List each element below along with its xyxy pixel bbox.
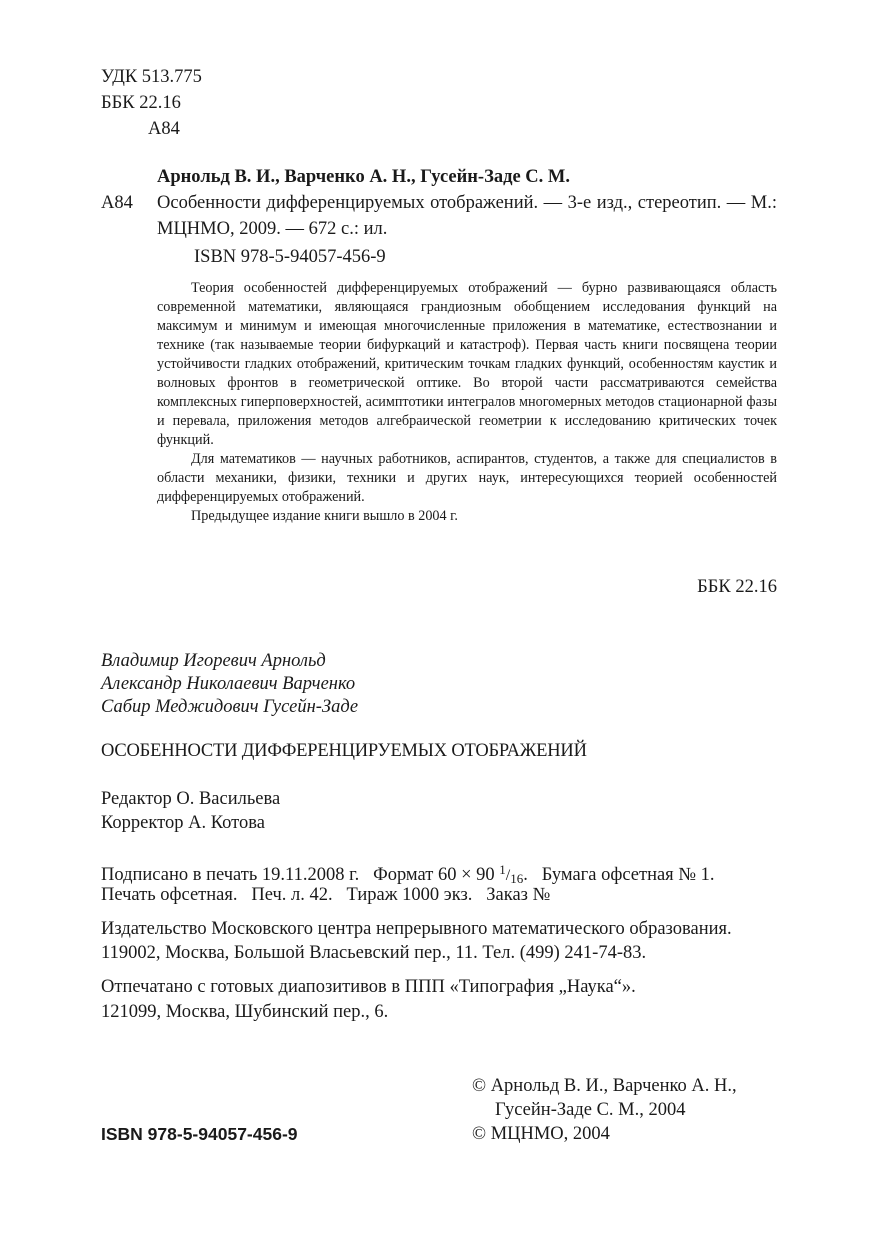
isbn-bottom: ISBN 978-5-94057-456-9 [101,1124,298,1144]
corrector: Корректор А. Котова [101,813,265,833]
publisher-line-2: 119002, Москва, Большой Власьевский пер., 11. Тел. (499) 241-74-83. [101,943,647,963]
author-name: Сабир Меджидович Гусейн-Заде [101,697,359,717]
print-signed-prefix: Подписано в печать 19.11.2008 г. Формат 60 × 90 [101,865,500,885]
editor: Редактор О. Васильева [101,789,281,809]
bbk-right: ББК 22.16 [697,577,777,597]
catalog-isbn: ISBN 978-5-94057-456-9 [194,247,386,267]
annotation-paragraph: Предыдущее издание книги вышло в 2004 г. [191,508,458,524]
annotation-paragraph: Теория особенностей дифференцируемых отображений — бурно развивающаяся область современной математики, являющаяся грандиозным обобщением исследования функций на максимум и минимум и имеющая многочисленные приложения в математике, естествознании и технике (так называемые теории бифуркаций и катастроф). Первая часть книги посвящена теории устойчивости гладких отображений, критическим точкам гладких функций, особенностям каустик и волновых фронтов в геометрической оптике. Во второй части рассматриваются семейства комплексных гиперповерхностей, асимптотики интегралов многомерных методов стационарной фазы и перевала, приложения методов алгебраической геометрии к исследованию критических точек функций. [157,280,777,448]
print-line-2: Печать офсетная. Печ. л. 42. Тираж 1000 экз. Заказ № [101,885,551,905]
catalog-description: Особенности дифференцируемых отображений. — 3-е изд., стереотип. — М.: МЦНМО, 2009. — 672 с.: ил. [157,193,777,239]
copyright-line-2: Гусейн-Заде С. М., 2004 [495,1100,686,1120]
book-title: ОСОБЕННОСТИ ДИФФЕРЕНЦИРУЕМЫХ ОТОБРАЖЕНИЙ [101,741,587,761]
udk-code: УДК 513.775 [101,67,202,87]
copyright-icon: © [472,1076,487,1096]
author-name: Владимир Игоревич Арнольд [101,651,326,671]
author-name: Александр Николаевич Варченко [101,674,356,694]
copyright-line-3: © МЦНМО, 2004 [472,1124,610,1144]
print-signed-suffix: . Бумага офсетная № 1. [523,865,715,885]
publisher-line-1: Издательство Московского центра непрерывного математического образования. [101,919,732,939]
author-sign: А84 [148,119,180,139]
printer-line-1: Отпечатано с готовых диапозитивов в ППП «Типография „Наука“». [101,977,636,997]
bbk-code: ББК 22.16 [101,93,181,113]
annotation [157,279,777,526]
catalog-sign: А84 [101,193,133,213]
copyright-icon: © [472,1124,487,1144]
copyright-line-1: © Арнольд В. И., Варченко А. Н., [472,1076,737,1096]
annotation-paragraph: Для математиков — научных работников, аспирантов, студентов, а также для специалистов в области механики, физики, техники и других наук, интересующихся теорией особенностей дифференцируемых отображений. [157,451,777,505]
catalog-authors: Арнольд В. И., Варченко А. Н., Гусейн-Заде С. М. [157,167,570,187]
printer-line-2: 121099, Москва, Шубинский пер., 6. [101,1002,389,1022]
format-fraction: $^1/_{16}$ [499,862,524,886]
